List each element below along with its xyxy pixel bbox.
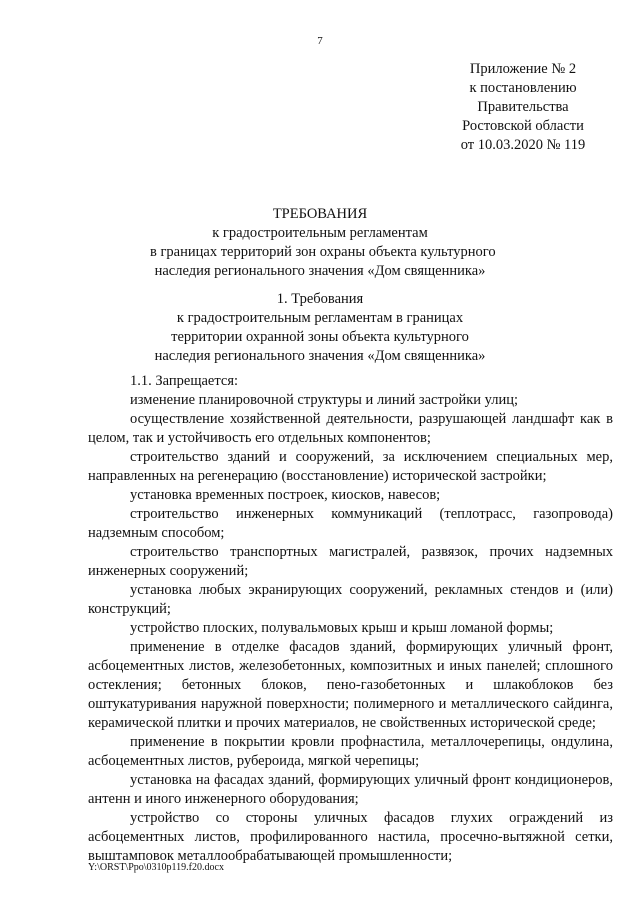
appendix-line-1: Приложение № 2 bbox=[469, 61, 577, 77]
appendix-line-5: от 10.03.2020 № 119 bbox=[460, 137, 586, 153]
document-title bbox=[150, 205, 496, 281]
page-number: 7 bbox=[317, 35, 323, 47]
paragraph: установка временных построек, киосков, навесов; bbox=[130, 487, 441, 503]
title-main: ТРЕБОВАНИЯ bbox=[272, 206, 368, 222]
paragraph: строительство зданий и сооружений, за исключением специальных мер, направленных на регенерацию (восстановление) исторической застройки; bbox=[88, 449, 613, 484]
section-title bbox=[150, 290, 490, 366]
document-body bbox=[88, 372, 613, 866]
section-line-4: наследия регионального значения «Дом священника» bbox=[154, 348, 486, 364]
paragraph: строительство инженерных коммуникаций (теплотрасс, газопровода) надземным способом; bbox=[88, 506, 613, 541]
appendix-line-2: к постановлению bbox=[469, 80, 577, 96]
appendix-line-4: Ростовской области bbox=[462, 118, 584, 134]
section-line-2: к градостроительным регламентам в границах bbox=[176, 310, 464, 326]
paragraph: осуществление хозяйственной деятельности, разрушающей ландшафт как в целом, так и устойчивость его отдельных компонентов; bbox=[88, 411, 613, 446]
title-line-2: к градостроительным регламентам bbox=[212, 225, 428, 241]
paragraph: применение в покрытии кровли профнастила, металлочерепицы, ондулина, асбоцементных листов, рубероида, мягкой черепицы; bbox=[88, 734, 613, 769]
paragraph: установка любых экранирующих сооружений, рекламных стендов и (или) конструкций; bbox=[88, 582, 613, 617]
title-line-3: в границах территорий зон охраны объекта культурного bbox=[150, 244, 496, 260]
paragraph: строительство транспортных магистралей, развязок, прочих надземных инженерных сооружений; bbox=[88, 544, 613, 579]
paragraph-intro: 1.1. Запрещается: bbox=[130, 373, 239, 389]
footer-file-path: Y:\ORST\Ppo\0310p119.f20.docx bbox=[88, 862, 224, 873]
appendix-header bbox=[438, 60, 608, 155]
section-line-3: территории охранной зоны объекта культурного bbox=[171, 329, 469, 345]
section-line-1: 1. Требования bbox=[276, 291, 364, 307]
paragraph: установка на фасадах зданий, формирующих уличный фронт кондиционеров, антенн и иного инженерного оборудования; bbox=[88, 772, 613, 807]
paragraph: изменение планировочной структуры и линий застройки улиц; bbox=[130, 392, 519, 408]
appendix-line-3: Правительства bbox=[477, 99, 569, 115]
paragraph: применение в отделке фасадов зданий, формирующих уличный фронт, асбоцементных листов, железобетонных, композитных и иных панелей; сплошного остекления; бетонных блоков, пено-газобетонных и шлакоблоков без оштукатуривания наружной поверхности; полимерного и металлического сайдинга, керамической плитки и прочих материалов, не свойственных исторической среде; bbox=[88, 639, 613, 731]
paragraph: устройство со стороны уличных фасадов глухих ограждений из асбоцементных листов, профилированного настила, просечно-вытяжной сетки, выштамповок металлообрабатывающей промышленности; bbox=[88, 810, 613, 864]
paragraph: устройство плоских, полувальмовых крыш и крыш ломаной формы; bbox=[130, 620, 554, 636]
title-line-4: наследия регионального значения «Дом священника» bbox=[154, 263, 486, 279]
